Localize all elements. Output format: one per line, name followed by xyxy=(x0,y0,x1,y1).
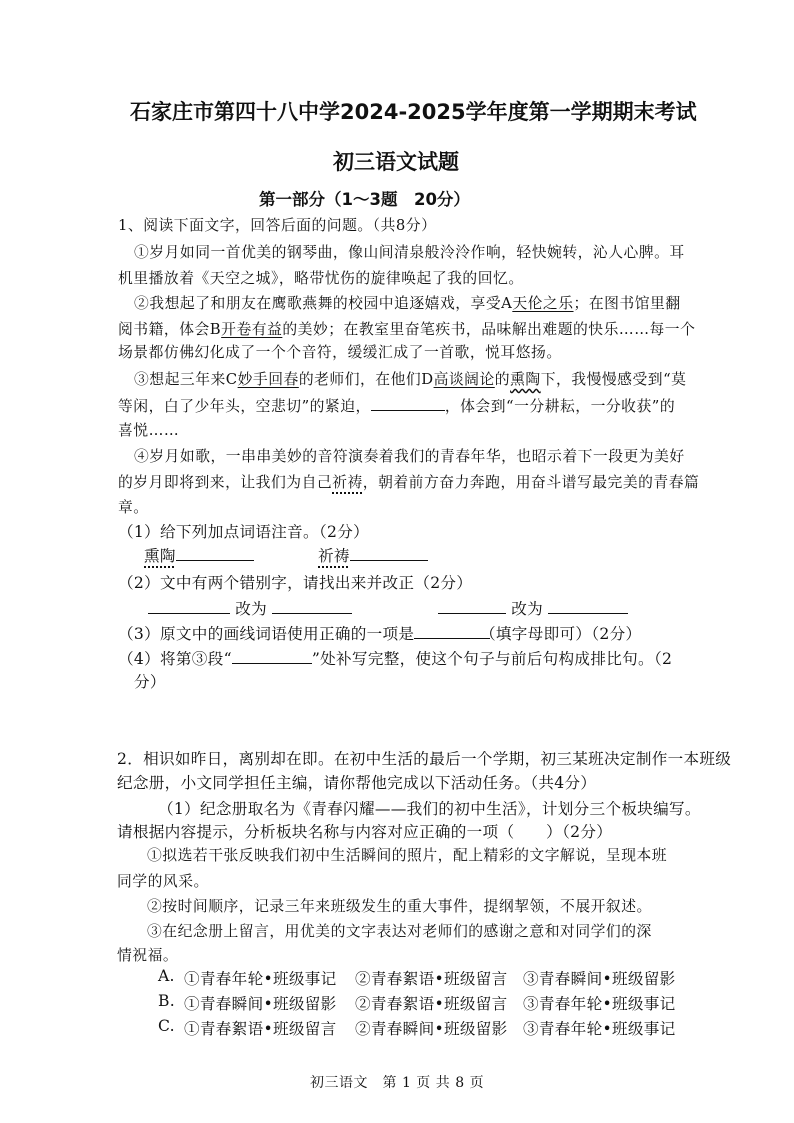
page-footer: 初三语文 第 1 页 共 8 页 xyxy=(310,1075,485,1091)
wrong-char-blank-2[interactable] xyxy=(438,599,506,614)
q1-stem: 1、阅读下面文字，回答后面的问题。（共8分） xyxy=(118,217,437,234)
q1-p3-line2 xyxy=(118,395,675,416)
option-a-label[interactable]: A. xyxy=(158,967,175,985)
wrong-char-blank-1[interactable] xyxy=(148,599,230,614)
underlined-term-b: 开卷有益 xyxy=(221,321,283,338)
text: 的美妙；在教室里奋笔疾书，品味解出难题的快乐……每一个 xyxy=(282,321,696,338)
q2-content3-line2: 情祝福。 xyxy=(117,947,179,964)
text: 下，我慢慢感受到“莫 xyxy=(540,371,687,388)
q2-stem-line1: 2．相识如昨日，离别却在即。在初中生活的最后一个学期，初三某班决定制作一本班级 xyxy=(117,750,732,768)
q2-content1-line2: 同学的风采。 xyxy=(117,873,209,890)
q1-sub3 xyxy=(118,622,490,644)
text: ，体会到“一分耕耘，一分收获”的 xyxy=(444,398,676,415)
underlined-term-d: 高谈阔论 xyxy=(433,371,495,388)
answer-blank[interactable] xyxy=(232,649,312,664)
change-to-label: 改为 xyxy=(511,600,544,618)
option-c-label[interactable]: C. xyxy=(158,1017,175,1035)
q1-p1-line2: 机里播放着《天空之城》，略带忧伤的旋律唤起了我的回忆。 xyxy=(118,270,524,287)
q2-stem-line2: 纪念册，小文同学担任主编，请你帮他完成以下活动任务。（共4分） xyxy=(117,774,597,792)
dotted-word-xuntao: 熏陶 xyxy=(510,371,541,388)
q1-p2-line1 xyxy=(134,292,681,313)
pinyin-blank-1[interactable] xyxy=(176,546,254,561)
answer-blank[interactable] xyxy=(414,624,490,639)
option-b-part3: ③青春年轮•班级事记 xyxy=(523,995,676,1013)
option-a-part3: ③青春瞬间•班级留影 xyxy=(523,970,676,988)
option-a-part1: ①青春年轮•班级事记 xyxy=(184,970,337,988)
q1-sub4 xyxy=(118,647,672,669)
q1-p4-line3: 章。 xyxy=(118,499,149,516)
text: ③想起三年来C xyxy=(134,371,238,388)
q2-sub1-line2: 请根据内容提示，分析板块名称与内容对应正确的一项（ ）（2分） xyxy=(117,823,613,841)
text: ②我想起了和朋友在鹰歌燕舞的校园中追逐嬉戏，享受A xyxy=(134,295,513,312)
q1-p2-line3: 场景都仿佛幻化成了一个个音符，缓缓汇成了一首歌，悦耳悠扬。 xyxy=(118,344,562,361)
q1-sub2-row xyxy=(148,597,352,619)
text: 等闲，白了少年头，空悲切”的紧迫， xyxy=(118,398,371,415)
q1-sub2-row2 xyxy=(438,597,628,619)
text: （3）原文中的画线词语使用正确的一项是 xyxy=(118,625,415,643)
q1-sub2: （2）文中有两个错别字，请找出来并改正（2分） xyxy=(118,574,473,592)
q1-p4-line2 xyxy=(118,471,699,492)
page-title: 石家庄市第四十八中学2024-2025学年度第一学期期末考试 xyxy=(130,100,697,124)
q1-sub1: （1）给下列加点词语注音。（2分） xyxy=(118,523,370,541)
option-a-part2: ②青春絮语•班级留言 xyxy=(355,970,508,988)
q1-sub1-word2 xyxy=(318,544,428,566)
option-c-part1: ①青春絮语•班级留言 xyxy=(184,1020,337,1038)
q2-content2-line1: ②按时间顺序，记录三年来班级发生的重大事件，提纲挈领，不展开叙述。 xyxy=(147,898,652,915)
text: 的岁月即将到来，让我们为自己 xyxy=(118,474,333,491)
dotted-word-qidao: 祈祷 xyxy=(332,474,363,491)
text: 的 xyxy=(494,371,511,388)
q1-sub4-tail: 分） xyxy=(134,673,166,691)
pinyin-blank-2[interactable] xyxy=(350,546,428,561)
underlined-term-c: 妙手回春 xyxy=(237,371,299,388)
q1-sub3-tail: （填字母即可）（2分） xyxy=(480,625,642,643)
option-b-part1: ①青春瞬间•班级留影 xyxy=(184,995,337,1013)
text: ，朝着前方奋力奔跑，用奋斗谱写最完美的青春篇 xyxy=(362,474,700,491)
q1-sub1-word1 xyxy=(144,544,254,566)
option-c-part3: ③青春年轮•班级事记 xyxy=(523,1020,676,1038)
q1-p1-line1: ①岁月如同一首优美的钢琴曲，像山间清泉般泠泠作响，轻快婉转，沁人心脾。耳 xyxy=(134,244,685,261)
text: 阅书籍，体会B xyxy=(118,321,222,338)
page-subtitle: 初三语文试题 xyxy=(333,150,459,174)
q2-sub1-line1: （1）纪念册取名为《青春闪耀——我们的初中生活》，计划分三个板块编写。 xyxy=(158,800,701,818)
answer-blank[interactable] xyxy=(371,396,445,411)
change-to-label: 改为 xyxy=(235,600,268,618)
q1-p3-line3: 喜悦…… xyxy=(118,422,180,439)
correct-char-blank-2[interactable] xyxy=(548,599,628,614)
option-b-label[interactable]: B. xyxy=(158,992,176,1010)
word-xuntao: 熏陶 xyxy=(144,547,176,565)
q1-p3-line1 xyxy=(134,368,686,389)
q2-content3-line1: ③在纪念册上留言，用优美的文字表达对老师们的感谢之意和对同学们的深 xyxy=(147,923,652,940)
text: （4）将第③段“ xyxy=(118,650,232,668)
underlined-term-a: 天伦之乐 xyxy=(512,295,574,312)
text: ”处补写完整，使这个句子与前后句构成排比句。（2 xyxy=(311,650,673,668)
part-heading: 第一部分（1～3题 20分） xyxy=(259,190,470,209)
q2-content1-line1: ①拟选若干张反映我们初中生活瞬间的照片，配上精彩的文字解说，呈现本班 xyxy=(147,847,668,864)
q1-p2-line2 xyxy=(118,318,695,339)
correct-char-blank-1[interactable] xyxy=(272,599,352,614)
option-c-part2: ②青春瞬间•班级留影 xyxy=(355,1020,508,1038)
q1-p4-line1: ④岁月如歌，一串串美妙的音符演奏着我们的青春年华，也昭示着下一段更为美好 xyxy=(134,448,685,465)
word-qidao: 祈祷 xyxy=(318,547,350,565)
text: ；在图书馆里翻 xyxy=(573,295,681,312)
option-b-part2: ②青春絮语•班级留言 xyxy=(355,995,508,1013)
text: 的老师们，在他们D xyxy=(298,371,434,388)
